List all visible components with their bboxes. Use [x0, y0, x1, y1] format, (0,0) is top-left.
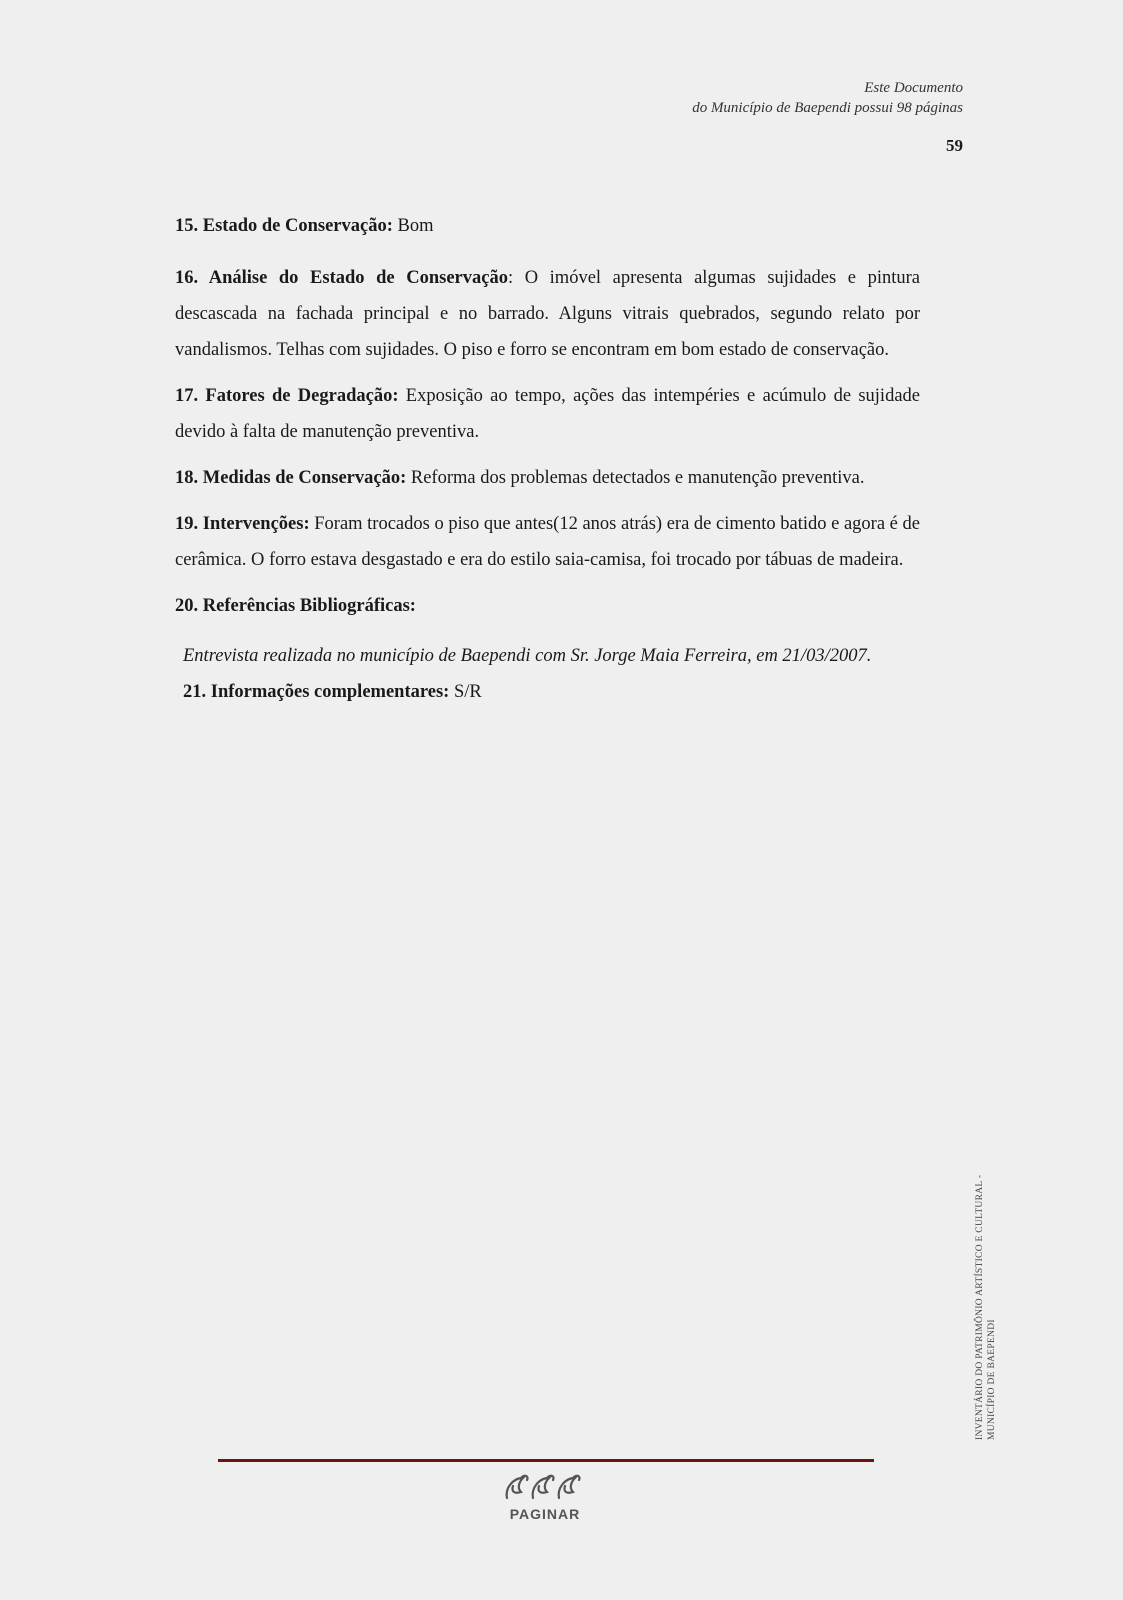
section-16-text: : O imóvel apresenta algumas sujidades e pintura descascada na fachada principal e no barrado. Alguns vitrais quebrados, segundo relato por vandalismos. Telhas com sujidades. O piso e forro se encontram em bom estado de conservação. — [175, 268, 921, 360]
side-caption-line-1: INVENTÁRIO DO PATRIMÔNIO ARTÍSTICO E CULTURAL - — [975, 1174, 985, 1440]
section-16 — [175, 260, 920, 368]
section-21-text: S/R — [449, 682, 482, 702]
footer-rule — [218, 1459, 874, 1462]
section-18 — [175, 460, 920, 496]
header-line-1: Este Documento — [864, 80, 963, 96]
section-16-title: 16. Análise do Estado de Conservação — [175, 268, 508, 288]
section-19 — [175, 506, 920, 578]
side-caption-text — [974, 1130, 998, 1440]
section-18-title: 18. Medidas de Conservação: — [175, 468, 407, 488]
section-18-text: Reforma dos problemas detectados e manutenção preventiva. — [406, 468, 865, 488]
page-number: 59 — [946, 136, 963, 155]
document-header — [692, 78, 963, 118]
section-15-title: 15. Estado de Conservação: — [175, 216, 393, 236]
section-20 — [175, 588, 920, 624]
footer-logo — [480, 1470, 610, 1522]
paginar-logo-icon — [503, 1470, 587, 1504]
section-17-title: 17. Fatores de Degradação: — [175, 386, 399, 406]
footer-brand: PAGINAR — [509, 1506, 581, 1522]
section-21-title: 21. Informações complementares: — [183, 682, 450, 702]
section-15 — [175, 208, 920, 244]
section-19-text: Foram trocados o piso que antes(12 anos atrás) era de cimento batido e agora é de cerâmica. O forro estava desgastado e era do estilo saia-camisa, foi trocado por tábuas de madeira. — [175, 514, 920, 570]
section-17-text: Exposição ao tempo, ações das intempéries e acúmulo de sujidade devido à falta de manutenção preventiva. — [175, 386, 920, 442]
section-19-title: 19. Intervenções: — [175, 514, 310, 534]
side-caption — [968, 1130, 1008, 1440]
section-21 — [175, 674, 920, 710]
document-body — [175, 208, 920, 710]
section-17 — [175, 378, 920, 450]
side-caption-line-2: MUNICÍPIO DE BAEPENDI — [987, 1319, 997, 1440]
section-20-reference: Entrevista realizada no município de Baependi com Sr. Jorge Maia Ferreira, em 21/03/2007. — [183, 646, 872, 666]
header-line-2: do Município de Baependi possui 98 páginas — [692, 100, 963, 116]
section-15-text: Bom — [392, 216, 434, 236]
section-20-title: 20. Referências Bibliográficas: — [175, 596, 416, 616]
